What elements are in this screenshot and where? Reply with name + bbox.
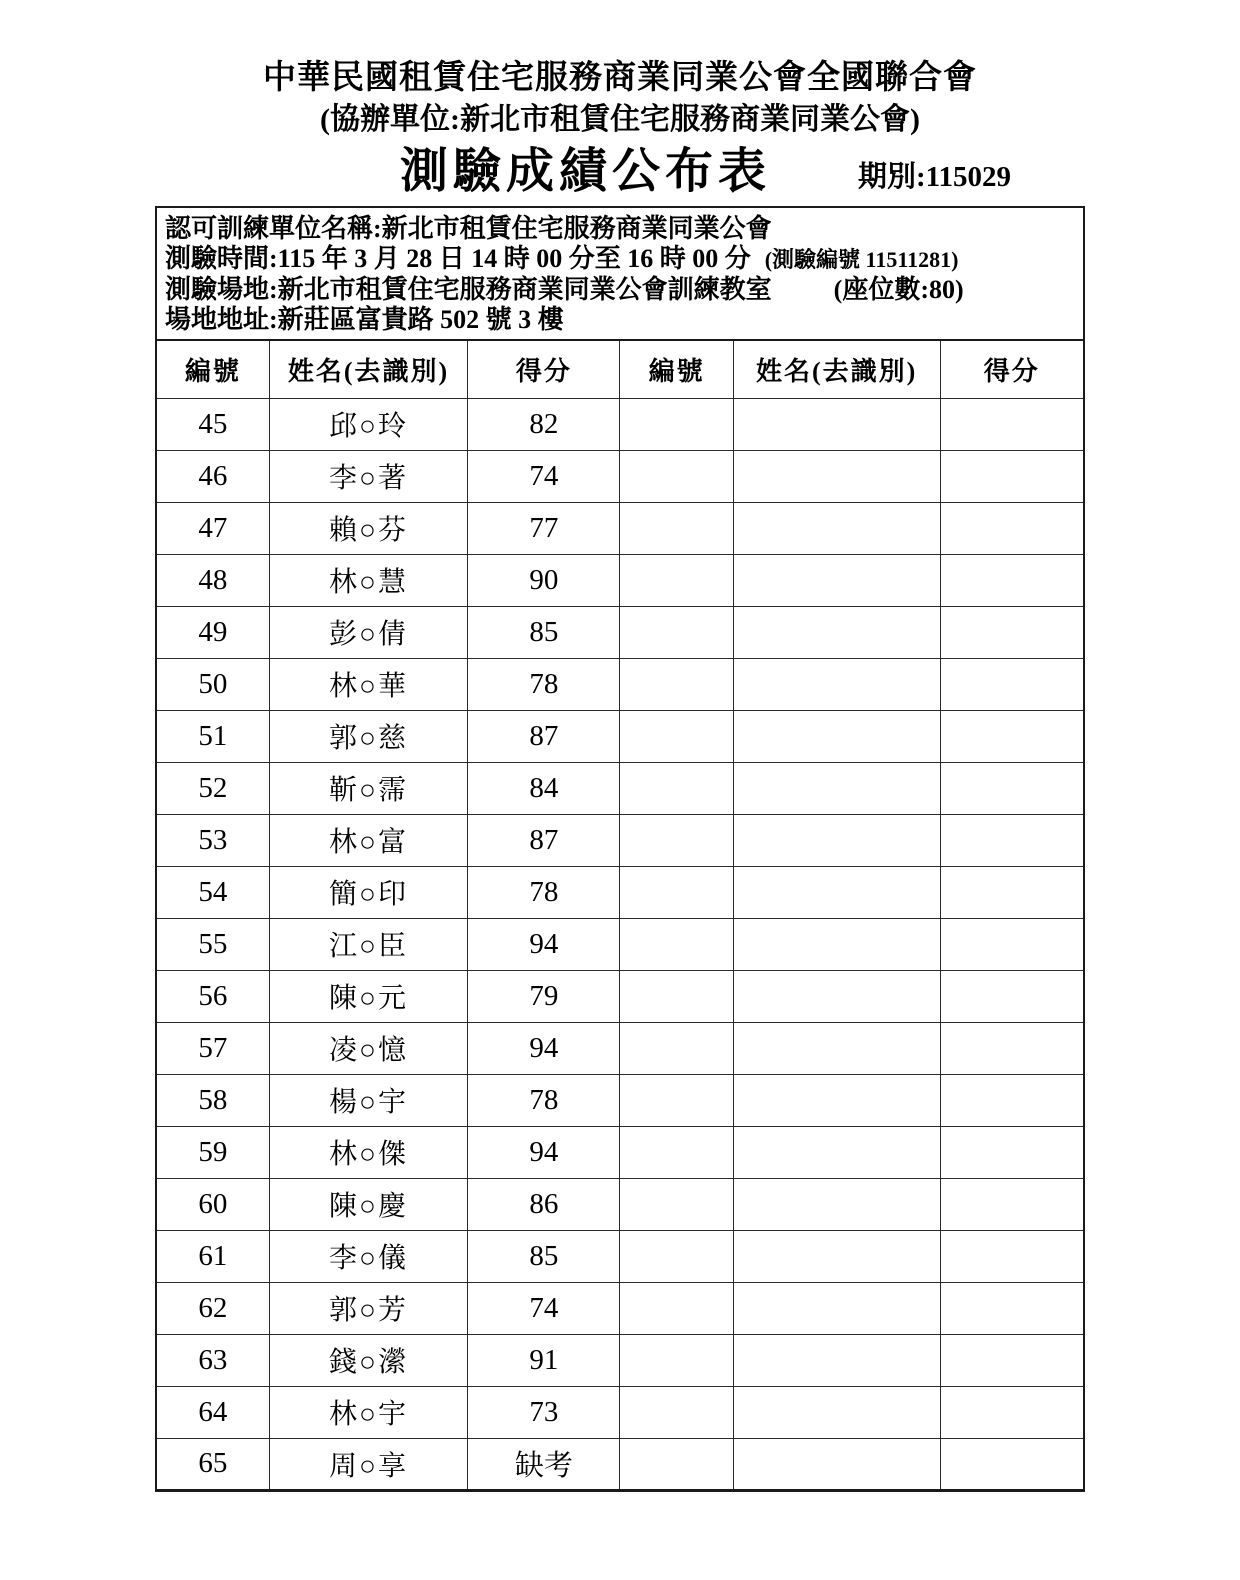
cell-score — [940, 918, 1084, 970]
cell-score: 94 — [468, 1022, 620, 1074]
cell-name: 靳○霈 — [269, 762, 468, 814]
cell-score: 78 — [468, 1074, 620, 1126]
table-row — [156, 554, 1084, 606]
exam-info-box — [155, 206, 1085, 339]
cell-name — [733, 1022, 940, 1074]
training-unit-line: 認可訓練單位名稱:新北市租賃住宅服務商業同業公會 — [165, 214, 772, 243]
seat-count-note: (座位數:80) — [833, 275, 964, 304]
cell-score — [940, 866, 1084, 918]
cell-no: 53 — [156, 814, 269, 866]
exam-time-line — [165, 244, 1075, 275]
cell-score: 74 — [468, 450, 620, 502]
cell-score: 74 — [468, 1282, 620, 1334]
score-table — [155, 339, 1085, 1492]
cell-score: 82 — [468, 398, 620, 450]
cell-name — [733, 606, 940, 658]
cell-name: 郭○慈 — [269, 710, 468, 762]
cell-no — [620, 450, 733, 502]
cell-score: 87 — [468, 710, 620, 762]
cell-name — [733, 1386, 940, 1438]
cell-no: 48 — [156, 554, 269, 606]
score-table-header — [156, 340, 1084, 398]
col-header-score-2: 得分 — [940, 340, 1084, 398]
cell-score — [940, 970, 1084, 1022]
cell-no — [620, 1074, 733, 1126]
table-row — [156, 918, 1084, 970]
cell-name — [733, 1074, 940, 1126]
cell-score — [940, 1126, 1084, 1178]
cell-no — [620, 1386, 733, 1438]
cell-name: 凌○憶 — [269, 1022, 468, 1074]
cell-no: 51 — [156, 710, 269, 762]
cell-no — [620, 658, 733, 710]
cell-no: 46 — [156, 450, 269, 502]
cell-score — [940, 554, 1084, 606]
cell-name — [733, 814, 940, 866]
cell-no — [620, 1282, 733, 1334]
document-title: 測驗成績公布表 — [400, 145, 772, 198]
cell-no — [620, 918, 733, 970]
table-row — [156, 1438, 1084, 1490]
cell-no: 65 — [156, 1438, 269, 1490]
cell-name: 楊○宇 — [269, 1074, 468, 1126]
cell-no — [620, 710, 733, 762]
cell-score: 缺考 — [468, 1438, 620, 1490]
cell-name — [733, 1178, 940, 1230]
table-row — [156, 502, 1084, 554]
col-header-name: 姓名(去識別) — [269, 340, 468, 398]
cell-no: 64 — [156, 1386, 269, 1438]
table-row — [156, 658, 1084, 710]
cell-name: 陳○慶 — [269, 1178, 468, 1230]
cell-name — [733, 1438, 940, 1490]
cell-no — [620, 866, 733, 918]
col-header-score: 得分 — [468, 340, 620, 398]
cell-no: 55 — [156, 918, 269, 970]
cell-name: 林○慧 — [269, 554, 468, 606]
cell-no: 63 — [156, 1334, 269, 1386]
cell-name: 陳○元 — [269, 970, 468, 1022]
cell-score — [940, 1074, 1084, 1126]
cell-name: 李○儀 — [269, 1230, 468, 1282]
cell-name: 錢○瀠 — [269, 1334, 468, 1386]
cell-no: 58 — [156, 1074, 269, 1126]
cell-no — [620, 762, 733, 814]
table-row — [156, 1074, 1084, 1126]
cell-name — [733, 762, 940, 814]
cell-no: 45 — [156, 398, 269, 450]
cell-score: 86 — [468, 1178, 620, 1230]
session-number: 期別:115029 — [858, 161, 1012, 193]
cell-score: 73 — [468, 1386, 620, 1438]
table-row — [156, 762, 1084, 814]
cell-score: 85 — [468, 1230, 620, 1282]
cell-no: 62 — [156, 1282, 269, 1334]
cell-name: 林○傑 — [269, 1126, 468, 1178]
cell-name — [733, 918, 940, 970]
cell-name: 周○享 — [269, 1438, 468, 1490]
col-header-name-2: 姓名(去識別) — [733, 340, 940, 398]
cell-no: 47 — [156, 502, 269, 554]
table-row — [156, 398, 1084, 450]
cell-score — [940, 1178, 1084, 1230]
cell-name — [733, 502, 940, 554]
cell-name: 賴○芬 — [269, 502, 468, 554]
cell-name — [733, 1334, 940, 1386]
cell-score: 78 — [468, 658, 620, 710]
exam-venue-text: 測驗場地:新北市租賃住宅服務商業同業公會訓練教室 — [165, 275, 772, 304]
organization-title: 中華民國租賃住宅服務商業同業公會全國聯合會 — [263, 60, 977, 96]
cell-score — [940, 1438, 1084, 1490]
cell-no: 52 — [156, 762, 269, 814]
cell-no — [620, 970, 733, 1022]
cell-name: 江○臣 — [269, 918, 468, 970]
cell-name — [733, 554, 940, 606]
exam-venue-line — [165, 275, 1075, 305]
cell-score — [940, 450, 1084, 502]
cell-no — [620, 1230, 733, 1282]
cell-score: 79 — [468, 970, 620, 1022]
cell-name: 彭○倩 — [269, 606, 468, 658]
cell-name — [733, 1230, 940, 1282]
table-row — [156, 1230, 1084, 1282]
cell-score — [940, 1386, 1084, 1438]
cell-score — [940, 658, 1084, 710]
cell-no — [620, 502, 733, 554]
table-row — [156, 1178, 1084, 1230]
cell-score — [940, 606, 1084, 658]
table-row — [156, 970, 1084, 1022]
score-table-body — [156, 398, 1084, 1490]
cell-name — [733, 450, 940, 502]
cell-name — [733, 1126, 940, 1178]
cell-score — [940, 1022, 1084, 1074]
table-row — [156, 710, 1084, 762]
cell-name: 李○著 — [269, 450, 468, 502]
col-header-no: 編號 — [156, 340, 269, 398]
cell-no — [620, 1438, 733, 1490]
venue-address-line: 場地地址:新莊區富貴路 502 號 3 樓 — [165, 305, 564, 334]
cell-score — [940, 1334, 1084, 1386]
table-row — [156, 1282, 1084, 1334]
cell-no — [620, 814, 733, 866]
cell-score — [940, 762, 1084, 814]
document-title-row — [0, 140, 1240, 204]
cell-score — [940, 814, 1084, 866]
cell-score — [940, 710, 1084, 762]
cell-score: 87 — [468, 814, 620, 866]
cell-name: 林○華 — [269, 658, 468, 710]
cell-no — [620, 1022, 733, 1074]
cell-name — [733, 1282, 940, 1334]
cell-score: 91 — [468, 1334, 620, 1386]
cell-no: 49 — [156, 606, 269, 658]
cell-score: 78 — [468, 866, 620, 918]
cell-score — [940, 398, 1084, 450]
cell-no: 61 — [156, 1230, 269, 1282]
cell-score — [940, 1230, 1084, 1282]
cell-no — [620, 1334, 733, 1386]
cell-name: 簡○印 — [269, 866, 468, 918]
score-sheet — [155, 206, 1085, 1492]
cell-name: 邱○玲 — [269, 398, 468, 450]
cell-name: 林○宇 — [269, 1386, 468, 1438]
col-header-no-2: 編號 — [620, 340, 733, 398]
table-row — [156, 1386, 1084, 1438]
cell-no: 60 — [156, 1178, 269, 1230]
cell-score: 84 — [468, 762, 620, 814]
cell-name — [733, 970, 940, 1022]
cell-score: 77 — [468, 502, 620, 554]
cell-score: 85 — [468, 606, 620, 658]
cell-no: 56 — [156, 970, 269, 1022]
table-row — [156, 814, 1084, 866]
table-row — [156, 1334, 1084, 1386]
cell-no: 59 — [156, 1126, 269, 1178]
table-row — [156, 866, 1084, 918]
cell-no — [620, 554, 733, 606]
exam-code-note: (測驗編號 11511281) — [764, 247, 959, 272]
cell-name: 林○富 — [269, 814, 468, 866]
cell-score: 94 — [468, 918, 620, 970]
cell-name — [733, 866, 940, 918]
cell-no — [620, 1178, 733, 1230]
cell-no — [620, 606, 733, 658]
cell-score — [940, 502, 1084, 554]
cell-no — [620, 398, 733, 450]
cell-name: 郭○芳 — [269, 1282, 468, 1334]
cell-no — [620, 1126, 733, 1178]
table-row — [156, 1022, 1084, 1074]
cell-score: 94 — [468, 1126, 620, 1178]
cell-name — [733, 658, 940, 710]
cell-no: 57 — [156, 1022, 269, 1074]
co-organizer-line: (協辦單位:新北市租賃住宅服務商業同業公會) — [320, 103, 920, 136]
cell-name — [733, 710, 940, 762]
cell-score — [940, 1282, 1084, 1334]
cell-no: 54 — [156, 866, 269, 918]
cell-name — [733, 398, 940, 450]
table-row — [156, 450, 1084, 502]
table-row — [156, 1126, 1084, 1178]
cell-score: 90 — [468, 554, 620, 606]
table-row — [156, 606, 1084, 658]
exam-time-text: 測驗時間:115 年 3 月 28 日 14 時 00 分至 16 時 00 分 — [165, 244, 751, 273]
cell-no: 50 — [156, 658, 269, 710]
